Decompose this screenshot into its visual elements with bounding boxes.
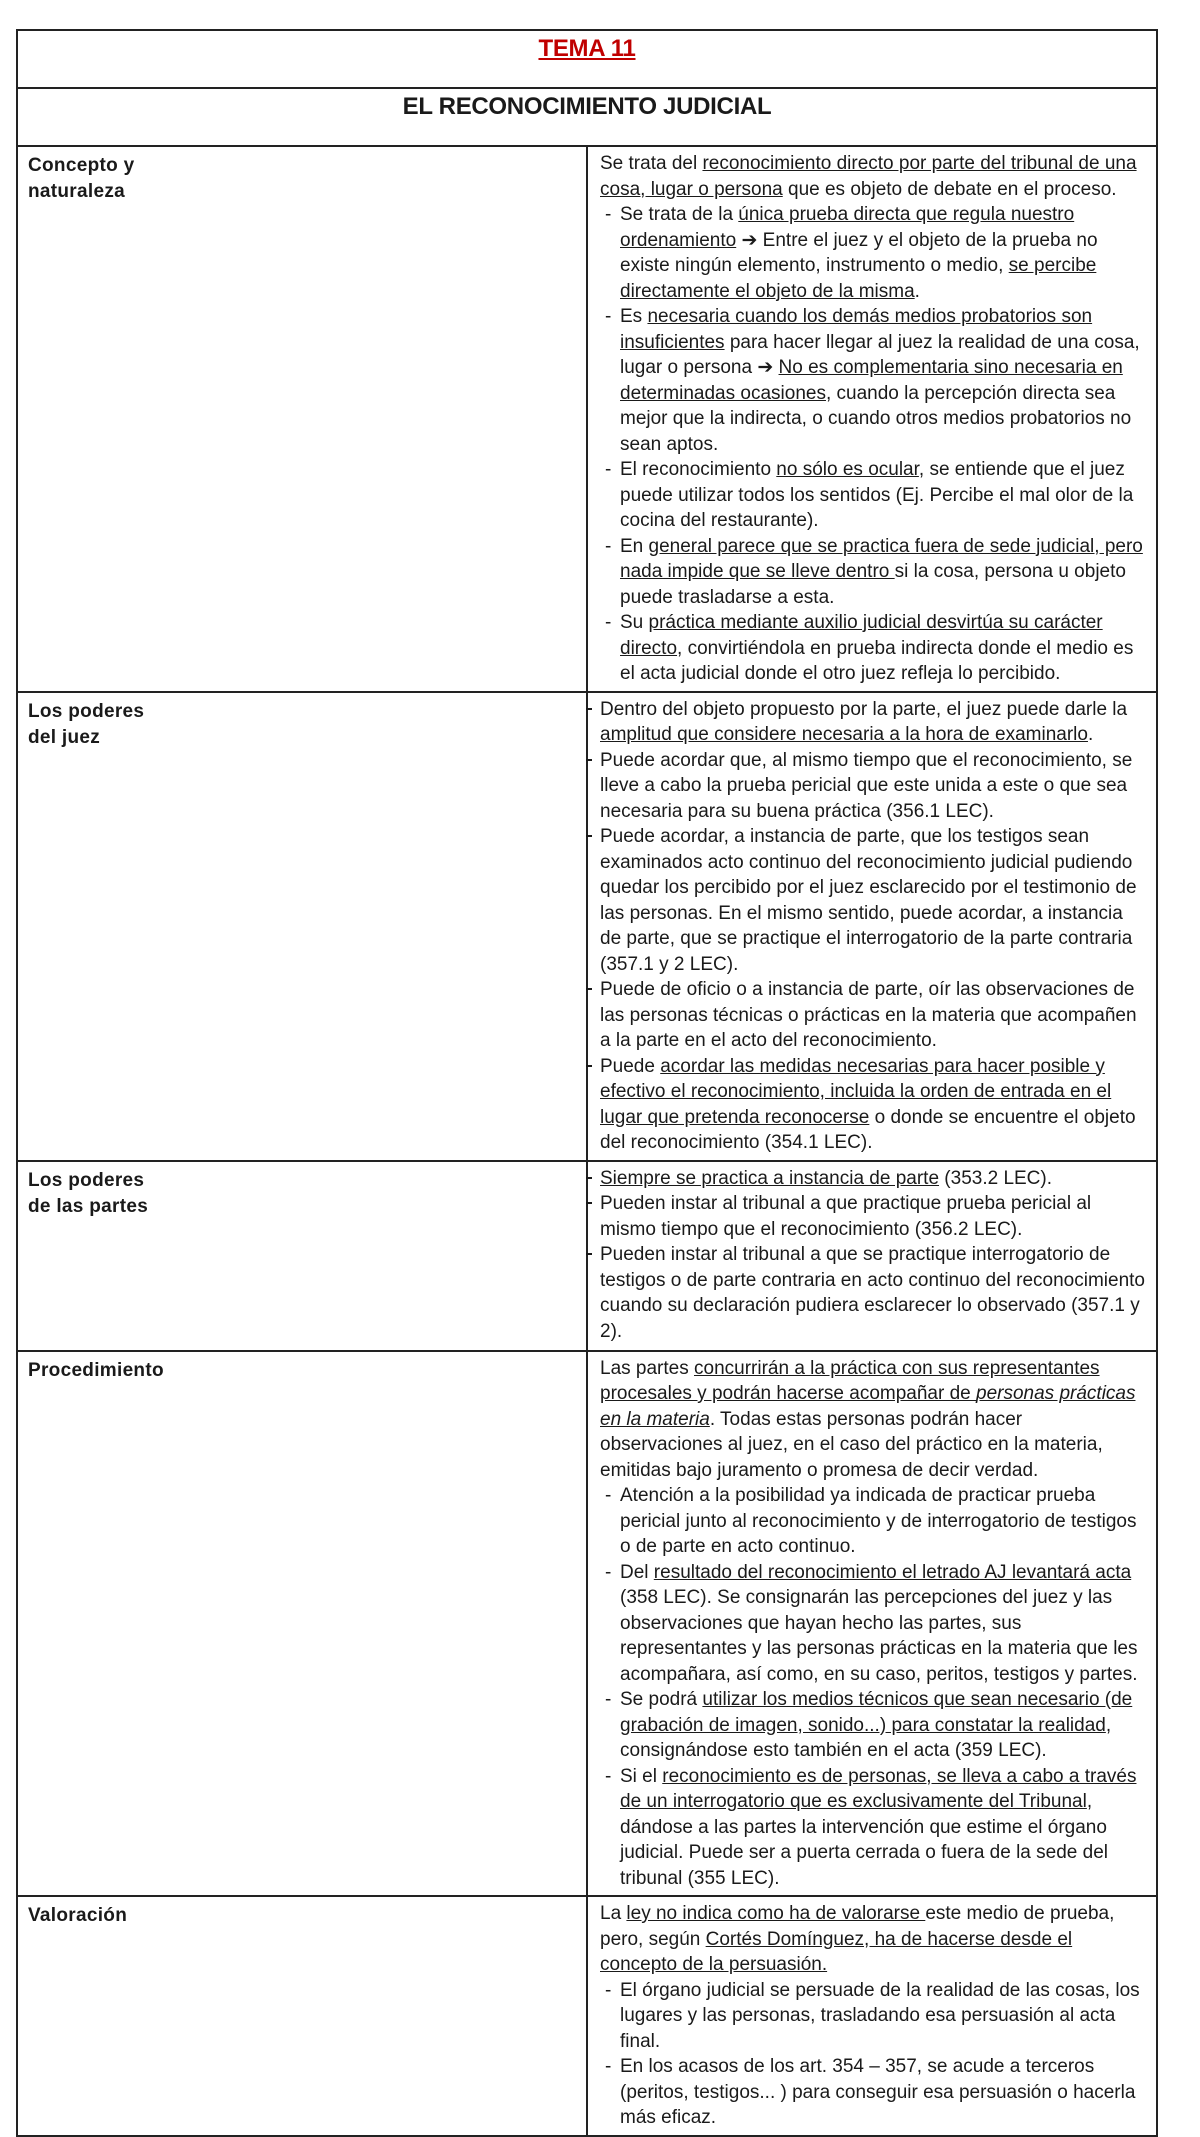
section-row <box>17 146 1157 692</box>
list-item: - Su práctica mediante auxilio judicial desvirtúa su carácter directo, convirtiéndola en prueba indirecta donde el medio es el acta judicial donde el otro juez refleja lo percibido. <box>600 610 1146 687</box>
list-item: - En general parece que se practica fuera de sede judicial, pero nada impide que se lleve dentro si la cosa, persona u objeto puede trasladarse a esta. <box>600 534 1146 611</box>
paragraph: Las partes concurrirán a la práctica con sus representantes procesales y podrán hacerse acompañar de personas prácticas en la materia. Todas estas personas podrán hacer observaciones al juez, en el caso del práctico en la materia, emitidas bajo juramento o promesa de decir verdad. <box>600 1357 1136 1481</box>
section-label: Procedimiento <box>17 1351 587 1897</box>
list-item: - Se trata de la única prueba directa que regula nuestro ordenamiento ➔ Entre el juez y el objeto de la prueba no existe ningún elemento, instrumento o medio, se percibe directamente el objeto de la misma. <box>600 202 1146 304</box>
arrow-right-icon: ➔ <box>757 357 774 378</box>
section-row <box>17 1161 1157 1351</box>
list-item: - El reconocimiento no sólo es ocular, se entiende que el juez puede utilizar todos los sentidos (Ej. Percibe el mal olor de la cocina del restaurante). <box>600 457 1146 534</box>
paragraph: Se trata del reconocimiento directo por parte del tribunal de una cosa, lugar o persona que es objeto de debate en el proceso. <box>600 153 1137 200</box>
section-label: Los poderes de las partes <box>17 1161 587 1351</box>
list-item: Puede acordar las medidas necesarias para hacer posible y efectivo el reconocimiento, incluida la orden de entrada en el lugar que pretenda reconocerse o donde se encuentre el objeto del reconocimiento (354.1 LEC). <box>600 1054 1146 1156</box>
tema-header-cell <box>17 30 1157 88</box>
list-item: - En los acasos de los art. 354 – 357, se acude a terceros (peritos, testigos... ) para conseguir esa persuasión o hacerla más eficaz. <box>600 2054 1146 2131</box>
list-item: Puede acordar, a instancia de parte, que los testigos sean examinados acto continuo del reconocimiento judicial pudiendo quedar los percibido por el juez esclarecido por el testimonio de las personas. En el mismo sentido, puede acordar, a instancia de parte, que se practique el interrogatorio de la parte contraria (357.1 y 2 LEC). <box>600 824 1146 977</box>
section-label: Valoración <box>17 1896 587 2136</box>
list-item: - Se podrá utilizar los medios técnicos que sean necesario (de grabación de imagen, sonido...) para constatar la realidad, consignándose esto también en el acta (359 LEC). <box>600 1687 1146 1764</box>
section-label: Los poderes del juez <box>17 692 587 1161</box>
section-row <box>17 1351 1157 1897</box>
list-item: Dentro del objeto propuesto por la parte, el juez puede darle la amplitud que considere necesaria a la hora de examinarlo. <box>600 697 1146 748</box>
list-item: Pueden instar al tribunal a que practique prueba pericial al mismo tiempo que el reconocimiento (356.2 LEC). <box>600 1191 1146 1242</box>
list-item: Puede de oficio o a instancia de parte, oír las observaciones de las personas técnicas o prácticas en la materia que acompañen a la parte en el acto del reconocimiento. <box>600 977 1146 1054</box>
list-item: - Atención a la posibilidad ya indicada de practicar prueba pericial junto al reconocimiento y de interrogatorio de testigos o de parte en acto continuo. <box>600 1483 1146 1560</box>
list-item: Puede acordar que, al mismo tiempo que el reconocimiento, se lleve a cabo la prueba pericial que este unida a este o que sea necesaria para su buena práctica (356.1 LEC). <box>600 748 1146 825</box>
section-content <box>587 692 1157 1161</box>
title-header-cell <box>17 88 1157 146</box>
list-item: - Es necesaria cuando los demás medios probatorios son insuficientes para hacer llegar al juez la realidad de una cosa, lugar o persona ➔ No es complementaria sino necesaria en determinadas ocasiones, cuando la percepción directa sea mejor que la indirecta, o cuando otros medios probatorios no sean aptos. <box>600 304 1146 457</box>
section-content <box>587 1351 1157 1897</box>
list-item: Pueden instar al tribunal a que se practique interrogatorio de testigos o de parte contraria en acto continuo del reconocimiento cuando su declaración pudiera esclarecer lo observado (357.1 y 2). <box>600 1242 1146 1344</box>
section-row <box>17 692 1157 1161</box>
section-label: Concepto y naturaleza <box>17 146 587 692</box>
summary-table <box>16 29 1158 2137</box>
list-item: Siempre se practica a instancia de parte (353.2 LEC). <box>600 1166 1146 1192</box>
section-content <box>587 1161 1157 1351</box>
arrow-right-icon: ➔ <box>741 229 758 251</box>
section-content <box>587 1896 1157 2136</box>
list-item: - El órgano judicial se persuade de la realidad de las cosas, los lugares y las personas, trasladando esa persuasión al acta final. <box>600 1978 1146 2055</box>
paragraph: La ley no indica como ha de valorarse este medio de prueba, pero, según Cortés Domínguez, ha de hacerse desde el concepto de la persuasión. <box>600 1903 1115 1975</box>
list-item: - Del resultado del reconocimiento el letrado AJ levantará acta (358 LEC). Se consignarán las percepciones del juez y las observaciones que hayan hecho las partes, sus representantes y las personas prácticas en la materia que les acompañara, así como, en su caso, peritos, testigos y partes. <box>600 1560 1146 1688</box>
page-title: EL RECONOCIMIENTO JUDICIAL <box>402 93 772 120</box>
list-item: - Si el reconocimiento es de personas, se lleva a cabo a través de un interrogatorio que es exclusivamente del Tribunal, dándose a las partes la intervención que estime el órgano judicial. Puede ser a puerta cerrada o fuera de la sede del tribunal (355 LEC). <box>600 1764 1146 1892</box>
section-row <box>17 1896 1157 2136</box>
section-content <box>587 146 1157 692</box>
tema-number: TEMA 11 <box>538 35 636 62</box>
